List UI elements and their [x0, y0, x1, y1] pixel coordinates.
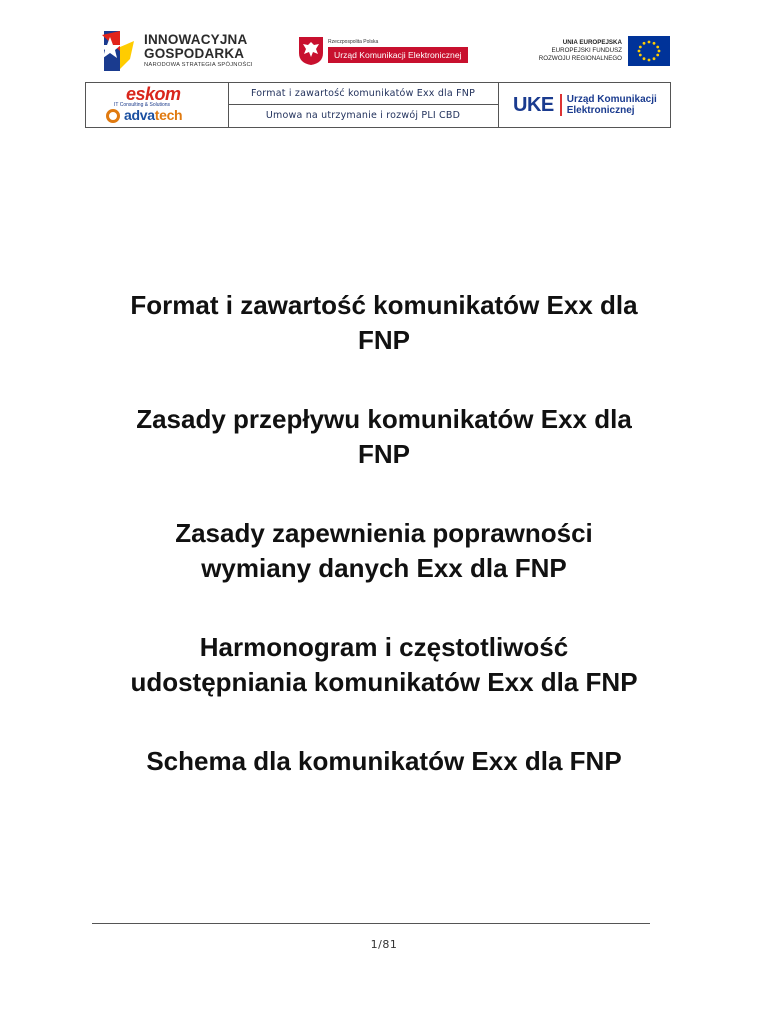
- innowacyjna-text: INNOWACYJNA: [144, 32, 248, 48]
- polish-eagle-icon: [298, 36, 324, 66]
- title-block: [60, 288, 708, 779]
- page-number: 1/81: [370, 938, 398, 951]
- eu-line-1: UNIA EUROPEJSKA: [562, 39, 622, 47]
- title-zasady-poprawnosci: Zasady zapewnienia poprawności wymiany danych Exx dla FNP: [175, 518, 593, 583]
- eu-flag-icon: [628, 36, 670, 66]
- uke-name-line-2: Elektronicznej: [566, 105, 635, 116]
- uke-top-logo: [298, 28, 472, 74]
- logo-strip: [94, 28, 674, 76]
- uke-name-line-1: Urząd Komunikacji: [566, 94, 657, 105]
- innowacyjna-star-icon: [100, 29, 136, 73]
- title-schema: Schema dla komunikatów Exx dla FNP: [146, 746, 622, 776]
- advatech-logo: advatech: [124, 107, 183, 123]
- uke-separator: [560, 94, 562, 116]
- strategia-text: NARODOWA STRATEGIA SPÓJNOŚCI: [144, 62, 253, 69]
- gospodarka-text: GOSPODARKA: [144, 45, 245, 61]
- uke-abbreviation: UKE: [513, 93, 554, 116]
- uke-name-badge: Urząd Komunikacji Elektronicznej: [328, 47, 468, 63]
- footer-rule: [92, 923, 650, 924]
- header-document-title: Format i zawartość komunikatów Exx dla FNP: [228, 83, 498, 105]
- title-harmonogram: Harmonogram i częstotliwość udostępniania komunikatów Exx dla FNP: [130, 632, 638, 697]
- eu-line-3: ROZWOJU REGIONALNEGO: [538, 54, 622, 62]
- header-contract-title: Umowa na utrzymanie i rozwój PLI CBD: [265, 110, 461, 121]
- eskom-subtitle: IT Consulting & Solutions: [114, 102, 171, 108]
- innowacyjna-gospodarka-logo: [100, 28, 270, 74]
- header-titles: [228, 83, 498, 127]
- document-header: [85, 82, 671, 128]
- eskom-logo: eskom: [126, 84, 181, 104]
- title-zasady-przeplywu: Zasady przepływu komunikatów Exx dla FNP: [136, 404, 632, 469]
- rzeczpospolita-text: Rzeczpospolita Polska: [328, 39, 379, 45]
- title-format: Format i zawartość komunikatów Exx dla FNP: [130, 290, 638, 355]
- advatech-ring-icon: [106, 109, 120, 123]
- eu-fund-logo: [500, 28, 670, 74]
- uke-header-logo: [498, 83, 671, 127]
- eu-line-2: EUROPEJSKI FUNDUSZ: [551, 47, 622, 55]
- contractor-logos: [86, 83, 229, 127]
